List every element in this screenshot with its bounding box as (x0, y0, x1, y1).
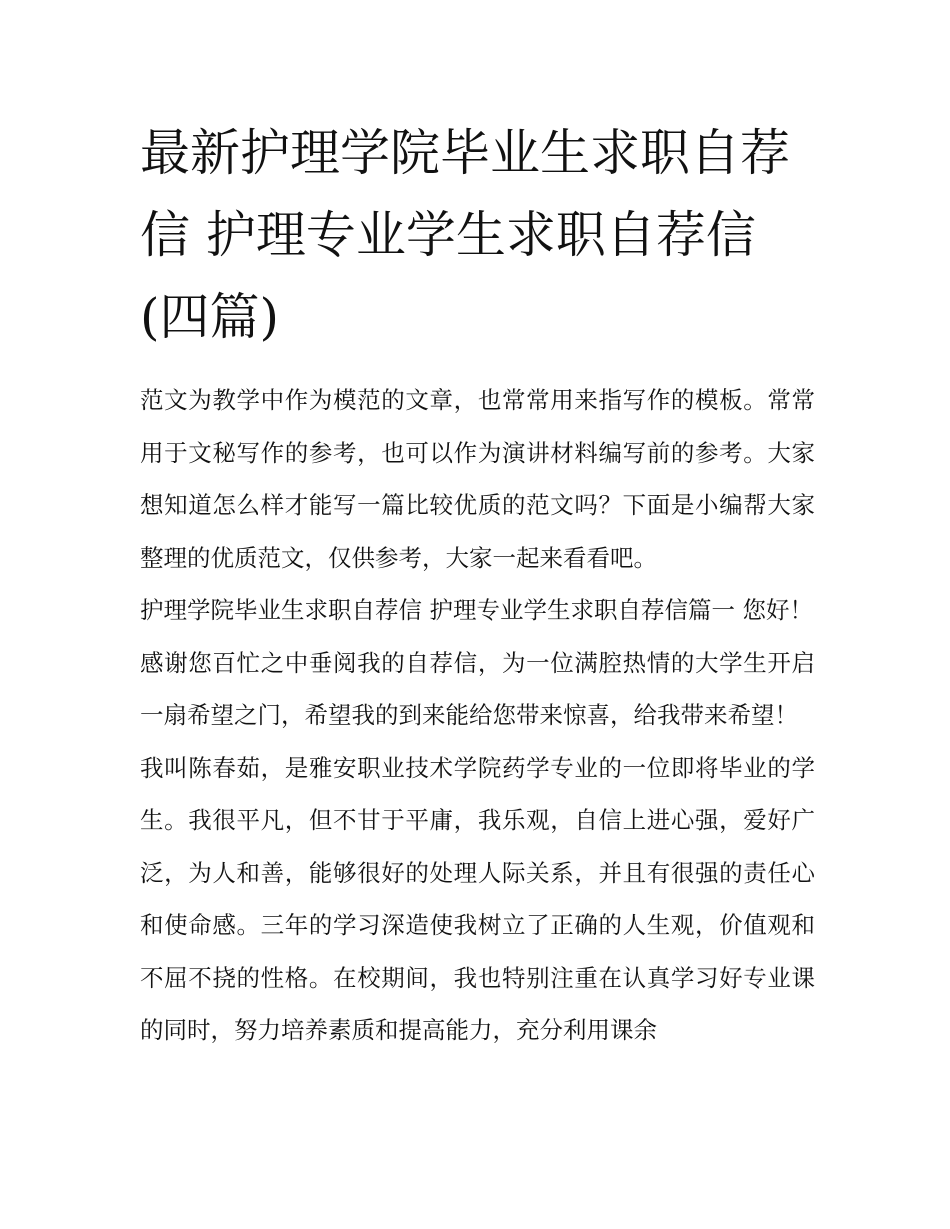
document-title (140, 112, 815, 358)
self-introduction-paragraph: 我叫陈春茹，是雅安职业技术学院药学专业的一位即将毕业的学生。我很平凡，但不甘于平庸，我乐观，自信上进心强，爱好广泛，为人和善，能够很好的处理人际关系，并且有很强的责任心和使命感。三年的学习深造使我树立了正确的人生观，价值观和不屈不挠的性格。在校期间，我也特别注重在认真学习好专业课的同时，努力培养素质和提高能力，充分利用课余 (140, 753, 815, 1044)
title-line-3: (四篇) (140, 288, 280, 346)
document-body (140, 374, 815, 1057)
section-heading-paragraph: 护理学院毕业生求职自荐信 护理专业学生求职自荐信篇一 您好！ (140, 596, 813, 624)
document-page (140, 112, 815, 1057)
title-line-1: 最新护理学院毕业生求职自荐 (140, 124, 790, 182)
title-line-2: 信 护理专业学生求职自荐信 (140, 206, 756, 264)
intro-paragraph: 范文为教学中作为模范的文章，也常常用来指写作的模板。常常用于文秘写作的参考，也可以作为演讲材料编写前的参考。大家想知道怎么样才能写一篇比较优质的范文吗？下面是小编帮大家整理的优质范文，仅供参考，大家一起来看看吧。 (140, 386, 815, 572)
gratitude-paragraph: 感谢您百忙之中垂阅我的自荐信，为一位满腔热情的大学生开启一扇希望之门，希望我的到来能给您带来惊喜，给我带来希望！ (140, 648, 815, 729)
